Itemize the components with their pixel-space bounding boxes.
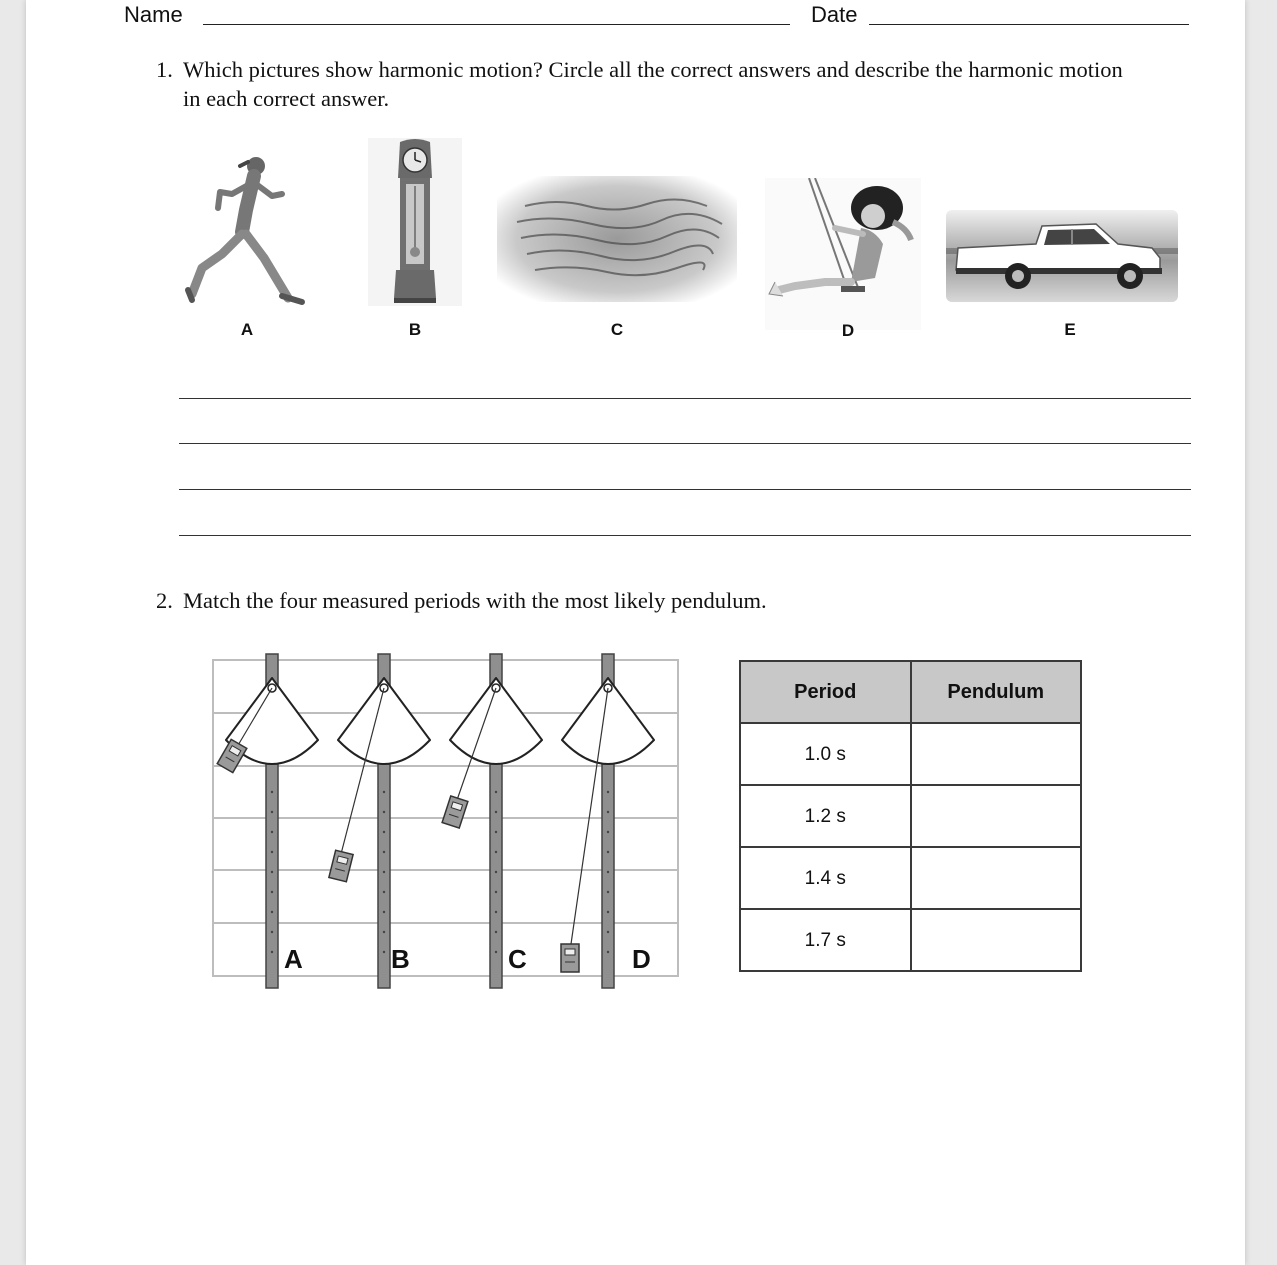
answer-line-1[interactable] bbox=[179, 398, 1191, 399]
pendulum-b-label: B bbox=[391, 944, 410, 974]
question-1-number: 1. bbox=[156, 57, 173, 82]
period-cell: 1.0 s bbox=[740, 723, 911, 785]
question-1-text-line2: in each correct answer. bbox=[183, 86, 390, 111]
pendulum-a bbox=[217, 654, 318, 988]
picture-c-label: C bbox=[610, 320, 624, 339]
pendulum-d bbox=[561, 654, 654, 988]
period-cell: 1.7 s bbox=[740, 909, 911, 971]
picture-e-pickup-truck[interactable] bbox=[946, 210, 1178, 302]
period-cell: 1.4 s bbox=[740, 847, 911, 909]
period-header: Period bbox=[740, 661, 911, 723]
picture-d-girl-on-swing[interactable] bbox=[765, 178, 921, 330]
period-pendulum-table bbox=[739, 660, 1082, 972]
answer-line-2[interactable] bbox=[179, 443, 1191, 444]
picture-e-label: E bbox=[1064, 320, 1076, 339]
date-blank[interactable] bbox=[869, 24, 1189, 25]
picture-a-label: A bbox=[240, 320, 254, 339]
pendulum-c bbox=[442, 654, 542, 988]
pendulum-header: Pendulum bbox=[911, 661, 1082, 723]
table-row bbox=[740, 909, 1081, 971]
question-1-text-line1: Which pictures show harmonic motion? Circle all the correct answers and describe the harmonic motion bbox=[183, 57, 1123, 82]
name-blank[interactable] bbox=[203, 24, 790, 25]
period-cell: 1.2 s bbox=[740, 785, 911, 847]
pendulum-answer-cell[interactable] bbox=[911, 909, 1082, 971]
pendulum-answer-cell[interactable] bbox=[911, 847, 1082, 909]
pendulum-answer-cell[interactable] bbox=[911, 785, 1082, 847]
answer-line-3[interactable] bbox=[179, 489, 1191, 490]
date-label: Date bbox=[811, 2, 858, 27]
table-row bbox=[740, 847, 1081, 909]
name-label: Name bbox=[124, 2, 183, 27]
picture-d-label: D bbox=[841, 321, 855, 340]
table-header-row bbox=[740, 661, 1081, 723]
picture-b-grandfather-clock[interactable] bbox=[368, 138, 462, 306]
pendulum-b bbox=[329, 654, 430, 988]
pendulum-c-label: C bbox=[508, 944, 527, 974]
pendulum-diagram bbox=[210, 652, 682, 990]
answer-line-4[interactable] bbox=[179, 535, 1191, 536]
pendulum-d-label: D bbox=[632, 944, 651, 974]
pendulum-a-label: A bbox=[284, 944, 303, 974]
picture-c-ocean-waves[interactable] bbox=[497, 176, 737, 302]
question-2-number: 2. bbox=[156, 588, 173, 613]
table-row bbox=[740, 723, 1081, 785]
question-2 bbox=[156, 586, 1056, 616]
table-row bbox=[740, 785, 1081, 847]
picture-a-runner[interactable] bbox=[184, 150, 308, 310]
picture-b-label: B bbox=[408, 320, 422, 339]
question-1 bbox=[156, 55, 1206, 115]
question-2-text: Match the four measured periods with the most likely pendulum. bbox=[183, 588, 767, 613]
pendulum-answer-cell[interactable] bbox=[911, 723, 1082, 785]
